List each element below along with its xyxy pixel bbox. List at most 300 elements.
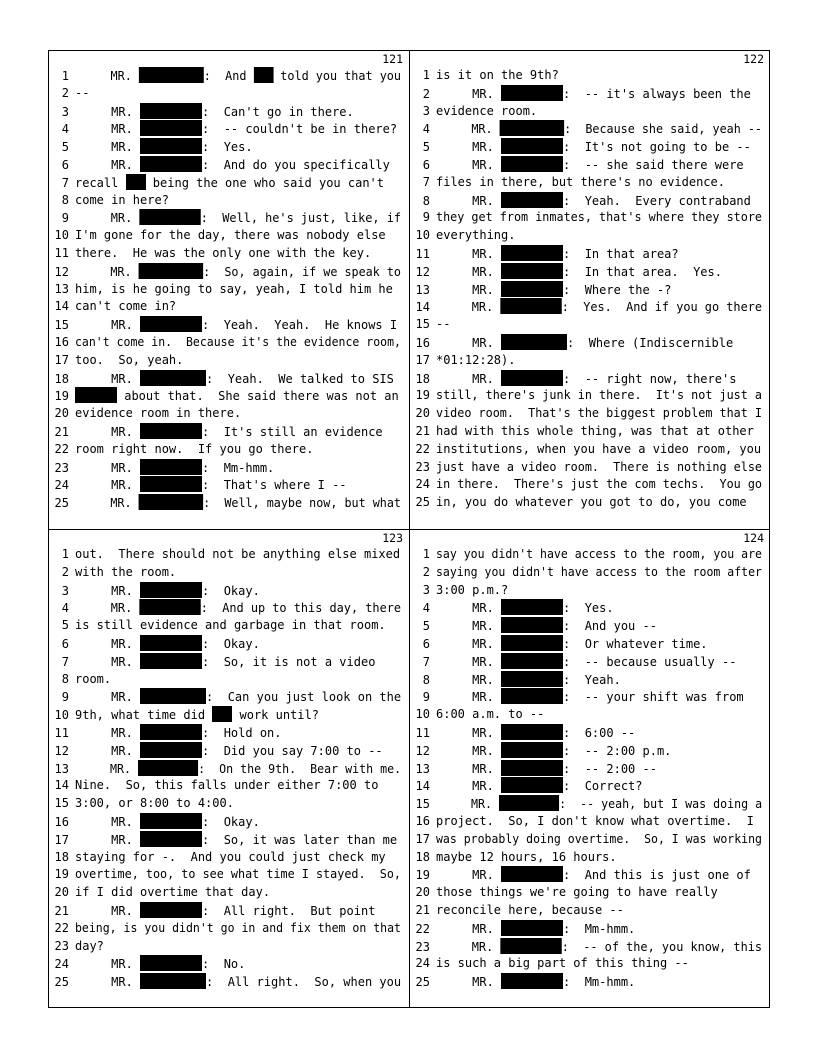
line-text: room right now. If you go there. <box>75 441 314 456</box>
line-text: Nine. So, this falls under either 7:00 to <box>75 778 379 793</box>
transcript-line <box>410 706 770 724</box>
line-text: MR. : Correct? <box>436 779 643 794</box>
line-number: 14 <box>415 300 430 315</box>
line-text: out. There should not be anything else mixed <box>75 547 401 561</box>
redaction-box <box>140 635 202 651</box>
transcript-line <box>410 156 770 174</box>
transcript-line <box>410 387 770 405</box>
transcript-line <box>410 582 770 600</box>
line-number: 18 <box>54 849 69 864</box>
line-number: 9 <box>422 690 430 705</box>
line-text: MR. : And told you that you <box>75 69 402 83</box>
line-text: MR. : -- of the, you know, this <box>436 939 763 954</box>
line-text: everything. <box>436 228 516 243</box>
line-text: MR. : Mm-hmm. <box>436 921 636 936</box>
transcript-line <box>410 334 770 352</box>
line-text: MR. : And up to this day, there <box>75 601 402 616</box>
redaction-box <box>139 209 200 225</box>
page-number: 124 <box>743 531 764 545</box>
line-number: 5 <box>422 619 430 634</box>
line-number: 8 <box>61 192 69 207</box>
line-text: MR. : Okay. <box>75 637 260 651</box>
redaction-box <box>140 742 202 758</box>
redaction-box <box>140 459 202 475</box>
redaction-box <box>501 263 563 279</box>
redaction-box <box>140 831 202 847</box>
redaction-box <box>140 476 202 492</box>
transcript-line <box>410 973 770 991</box>
line-number: 24 <box>54 957 69 972</box>
transcript-line <box>410 617 770 635</box>
line-text: MR. : Yeah. Yeah. He knows I <box>75 318 398 333</box>
line-number: 23 <box>54 938 69 953</box>
line-number: 21 <box>54 904 69 918</box>
line-number: 6 <box>422 158 430 172</box>
transcript-line <box>410 459 770 477</box>
transcript-line <box>49 884 409 902</box>
line-text: MR. : Mm-hmm. <box>75 460 275 475</box>
redaction-box <box>140 902 202 918</box>
redaction-box <box>139 263 204 279</box>
line-text: 3:00 p.m.? <box>436 582 509 597</box>
transcript-line <box>410 370 770 388</box>
line-text: MR. : -- 2:00 p.m. <box>436 743 672 758</box>
redaction-box <box>140 156 202 172</box>
redaction-box <box>501 671 563 687</box>
line-number: 12 <box>415 743 430 758</box>
redaction-box <box>501 617 563 633</box>
line-number: 20 <box>54 885 69 900</box>
redaction-box <box>501 85 563 101</box>
line-number: 9 <box>422 210 430 225</box>
transcript-line <box>49 192 409 210</box>
line-number: 16 <box>415 814 430 828</box>
transcript-line <box>49 334 409 352</box>
transcript-line <box>410 653 770 671</box>
line-text: MR. : -- it's always been the <box>436 86 751 101</box>
line-text: MR. : Can you just look on the <box>75 690 402 705</box>
transcript-line <box>410 352 770 370</box>
line-text: -- <box>75 85 90 100</box>
line-number: 25 <box>54 496 69 511</box>
transcript-line <box>410 441 770 459</box>
transcript-line <box>49 849 409 867</box>
line-text: about that. She said there was not an <box>75 389 399 403</box>
redaction-box <box>138 760 198 776</box>
transcript-line <box>49 174 409 192</box>
transcript-line <box>410 298 770 316</box>
transcript-line <box>49 866 409 884</box>
redaction-box <box>501 192 563 208</box>
line-number: 1 <box>422 68 430 82</box>
transcript-line <box>410 192 770 210</box>
transcript-line <box>410 316 770 334</box>
line-text: in there. There's just the com techs. You go <box>436 477 763 492</box>
transcript-page-121 <box>49 51 409 529</box>
transcript-line <box>49 459 409 477</box>
line-text: *01:12:28). <box>436 352 516 367</box>
line-number: 21 <box>54 425 69 439</box>
redaction-box <box>501 760 563 776</box>
line-number: 22 <box>415 441 430 456</box>
line-number: 14 <box>54 299 69 314</box>
page-number: 123 <box>382 531 403 545</box>
transcript-line <box>49 973 409 991</box>
transcript-line <box>49 599 409 617</box>
redaction-box <box>501 653 563 669</box>
transcript-line <box>410 245 770 263</box>
transcript-line <box>49 564 409 582</box>
transcript-page-123 <box>49 530 409 1008</box>
line-number: 24 <box>415 477 430 492</box>
redaction-box <box>500 298 561 314</box>
redaction-box <box>140 688 206 704</box>
line-text: MR. : Well, he's just, like, if <box>75 211 402 226</box>
line-number: 12 <box>54 743 69 758</box>
redaction-box <box>140 103 202 119</box>
redaction-box <box>140 138 202 154</box>
transcript-line <box>49 902 409 920</box>
redaction-box <box>140 370 206 386</box>
transcript-line <box>410 546 770 564</box>
redaction-box <box>501 742 563 758</box>
redaction-box <box>140 724 202 740</box>
line-number: 3 <box>422 582 430 597</box>
transcript-line <box>49 920 409 938</box>
transcript-line <box>49 653 409 671</box>
line-text: if I did overtime that day. <box>75 885 271 900</box>
line-number: 22 <box>54 920 69 935</box>
redaction-box <box>140 120 202 136</box>
redaction-box <box>501 370 563 386</box>
redaction-box <box>501 138 563 154</box>
line-number: 4 <box>422 122 430 137</box>
line-text: MR. : Did you say 7:00 to -- <box>75 743 383 758</box>
line-text: MR. : Well, maybe now, but what <box>75 496 401 511</box>
redaction-box <box>499 795 559 811</box>
redaction-box <box>140 316 202 332</box>
line-text: those things we're going to have really <box>436 885 718 900</box>
line-text: day? <box>75 938 104 953</box>
line-text: say you didn't have access to the room, you are <box>436 547 762 561</box>
line-number: 22 <box>54 441 69 456</box>
line-number: 8 <box>422 672 430 687</box>
line-number: 1 <box>61 547 69 561</box>
transcript-line <box>410 281 770 299</box>
line-text: in, you do whatever you got to do, you come <box>436 495 747 510</box>
transcript-line <box>49 795 409 813</box>
line-number: 17 <box>54 352 69 367</box>
line-number: 3 <box>61 104 69 119</box>
line-text: MR. : No. <box>75 957 246 972</box>
transcript-line <box>49 227 409 245</box>
line-text: I'm gone for the day, there was nobody else <box>75 228 386 243</box>
transcript-line <box>49 831 409 849</box>
line-text: MR. : -- right now, there's <box>436 371 737 386</box>
line-text: MR. : And do you specifically <box>75 158 390 172</box>
line-number: 19 <box>54 389 69 404</box>
transcript-line <box>410 777 770 795</box>
line-number: 10 <box>54 228 69 243</box>
redaction-box <box>140 423 202 439</box>
transcript-line <box>410 67 770 85</box>
line-text: 6:00 a.m. to -- <box>436 707 545 722</box>
transcript-line <box>410 724 770 742</box>
transcript-line <box>410 831 770 849</box>
line-number: 16 <box>54 815 69 829</box>
line-number: 1 <box>61 69 69 83</box>
line-number: 25 <box>415 495 430 510</box>
transcript-line <box>49 281 409 299</box>
line-number: 2 <box>61 85 69 100</box>
line-number: 9 <box>61 211 69 226</box>
line-number: 15 <box>415 797 430 812</box>
line-number: 11 <box>54 246 69 260</box>
transcript-line <box>410 120 770 138</box>
transcript-line <box>410 263 770 281</box>
line-number: 3 <box>61 583 69 598</box>
redaction-box <box>139 67 204 83</box>
transcript-line <box>410 760 770 778</box>
line-text: evidence room in there. <box>75 406 242 421</box>
line-number: 6 <box>61 158 69 172</box>
transcript-line <box>49 387 409 405</box>
redaction-box <box>501 866 563 882</box>
line-number: 17 <box>415 831 430 846</box>
line-text: recall being the one who said you can't <box>75 175 384 190</box>
redaction-box <box>500 938 561 954</box>
transcript-line <box>49 85 409 103</box>
line-number: 2 <box>61 564 69 579</box>
line-text: MR. : That's where I -- <box>75 478 347 493</box>
redaction-box <box>501 635 563 651</box>
line-number: 2 <box>422 86 430 101</box>
line-text: too. So, yeah. <box>75 352 184 367</box>
redaction-box <box>139 599 200 615</box>
line-number: 25 <box>415 975 430 990</box>
line-text: MR. : Yes. And if you go there <box>436 300 763 315</box>
line-number: 6 <box>422 637 430 651</box>
redaction-box <box>501 777 563 793</box>
line-number: 3 <box>422 103 430 118</box>
transcript-line <box>410 423 770 441</box>
line-number: 13 <box>54 281 69 296</box>
transcript-line <box>410 174 770 192</box>
line-text: project. So, I don't know what overtime. I <box>436 814 754 828</box>
line-text: 9th, what time did work until? <box>75 708 319 723</box>
line-text: MR. : -- yeah, but I was doing a <box>436 797 763 812</box>
line-number: 21 <box>415 424 430 438</box>
line-text: MR. : Mm-hmm. <box>436 975 636 990</box>
transcript-line <box>49 617 409 635</box>
line-number: 23 <box>415 939 430 954</box>
transcript-line <box>410 920 770 938</box>
line-number: 5 <box>61 140 69 155</box>
redaction-box <box>501 334 567 350</box>
transcript-line <box>49 370 409 388</box>
line-number: 1 <box>422 547 430 561</box>
line-text: MR. : Where the -? <box>436 282 672 297</box>
line-number: 15 <box>54 796 69 811</box>
line-text: MR. : -- she said there were <box>436 158 744 172</box>
line-number: 11 <box>415 726 430 740</box>
line-number: 5 <box>61 618 69 633</box>
transcript-line <box>49 938 409 956</box>
transcript-line <box>410 599 770 617</box>
page-number: 122 <box>743 52 764 66</box>
line-text: staying for -. And you could just check my <box>75 849 386 864</box>
transcript-line <box>410 103 770 121</box>
transcript-line <box>49 635 409 653</box>
transcript-line <box>49 706 409 724</box>
line-number: 24 <box>415 956 430 971</box>
line-text: MR. : 6:00 -- <box>436 726 636 740</box>
line-number: 18 <box>415 371 430 386</box>
line-text: there. He was the only one with the key. <box>75 246 372 260</box>
redaction-box <box>501 973 563 989</box>
redaction-box <box>501 281 563 297</box>
line-text: MR. : In that area. Yes. <box>436 264 722 279</box>
line-text: MR. : On the 9th. Bear with me. <box>75 761 402 776</box>
line-text: still, there's junk in there. It's not just a <box>436 388 763 403</box>
line-number: 6 <box>61 637 69 651</box>
transcript-line <box>49 494 409 512</box>
line-text: institutions, when you have a video room, you <box>436 441 762 456</box>
transcript-sheet <box>48 50 770 1008</box>
line-text: maybe 12 hours, 16 hours. <box>436 849 617 864</box>
transcript-line <box>49 156 409 174</box>
line-text: -- <box>436 317 451 332</box>
line-text: had with this whole thing, was that at other <box>436 424 754 438</box>
redaction-box <box>501 920 563 936</box>
redaction-box <box>500 120 565 136</box>
line-number: 18 <box>54 371 69 386</box>
line-number: 2 <box>422 564 430 579</box>
line-text: is it on the 9th? <box>436 68 559 82</box>
line-text: MR. : Where (Indiscernible <box>436 336 734 350</box>
transcript-line <box>410 795 770 813</box>
redaction-box <box>140 973 206 989</box>
line-number: 13 <box>54 761 69 776</box>
line-number: 7 <box>61 175 69 190</box>
transcript-line <box>49 103 409 121</box>
line-text: was probably doing overtime. So, I was working <box>436 831 762 846</box>
redaction-box <box>140 955 202 971</box>
line-text: MR. : Okay. <box>75 583 260 598</box>
line-number: 12 <box>415 264 430 279</box>
transcript-line <box>410 494 770 512</box>
line-number: 20 <box>415 406 430 421</box>
transcript-line <box>410 85 770 103</box>
redaction-box <box>501 599 563 615</box>
line-number: 22 <box>415 921 430 936</box>
line-text: they get from inmates, that's where they store <box>436 210 763 225</box>
transcript-line <box>410 564 770 582</box>
line-text: saying you didn't have access to the room after <box>436 564 762 579</box>
line-text: MR. : -- couldn't be in there? <box>75 122 398 137</box>
line-number: 14 <box>415 779 430 794</box>
transcript-page-124 <box>410 530 770 1008</box>
line-text: video room. That's the biggest problem that I <box>436 406 763 421</box>
transcript-line <box>49 955 409 973</box>
redaction-box <box>139 494 204 510</box>
redaction-box <box>140 813 202 829</box>
line-text: MR. : Yes. <box>75 140 253 155</box>
transcript-line <box>49 263 409 281</box>
redaction-box <box>501 245 563 261</box>
redaction-box <box>501 688 563 704</box>
line-text: MR. : -- 2:00 -- <box>436 761 657 776</box>
transcript-line <box>49 120 409 138</box>
redaction-box <box>501 724 563 740</box>
transcript-line <box>410 405 770 423</box>
transcript-line <box>49 316 409 334</box>
redaction-box <box>212 706 232 722</box>
line-number: 17 <box>54 832 69 847</box>
line-number: 13 <box>415 761 430 776</box>
transcript-line <box>49 405 409 423</box>
line-text: MR. : Okay. <box>75 815 260 829</box>
line-text: is still evidence and garbage in that room. <box>75 618 386 633</box>
line-text: MR. : In that area? <box>436 247 679 261</box>
line-number: 11 <box>54 726 69 740</box>
line-text: him, is he going to say, yeah, I told him he <box>75 281 393 296</box>
line-text: reconcile here, because -- <box>436 903 624 917</box>
line-number: 24 <box>54 478 69 493</box>
line-text: 3:00, or 8:00 to 4:00. <box>75 796 234 811</box>
line-text: overtime, too, to see what time I stayed. So, <box>75 867 402 882</box>
transcript-line <box>410 866 770 884</box>
transcript-line <box>410 671 770 689</box>
line-text: can't come in? <box>75 299 177 314</box>
line-number: 12 <box>54 264 69 279</box>
redaction-box <box>254 67 274 83</box>
line-number: 19 <box>415 868 430 883</box>
transcript-line <box>49 423 409 441</box>
line-text: MR. : -- your shift was from <box>436 690 744 705</box>
line-text: MR. : -- because usually -- <box>436 654 737 669</box>
transcript-line <box>49 546 409 564</box>
line-number: 10 <box>415 228 430 243</box>
line-text: MR. : Or whatever time. <box>436 637 708 651</box>
transcript-line <box>410 635 770 653</box>
transcript-line <box>410 813 770 831</box>
line-number: 21 <box>415 903 430 917</box>
line-text: room. <box>75 671 112 686</box>
line-number: 4 <box>61 122 69 137</box>
line-number: 7 <box>61 654 69 669</box>
page-number: 121 <box>382 52 403 66</box>
transcript-line <box>410 227 770 245</box>
line-text: just have a video room. There is nothing else <box>436 459 763 474</box>
line-number: 19 <box>415 388 430 403</box>
line-text: MR. : Yeah. Every contraband <box>436 193 751 208</box>
transcript-line <box>49 724 409 742</box>
transcript-line <box>49 671 409 689</box>
transcript-page-122 <box>410 51 770 529</box>
transcript-line <box>410 209 770 227</box>
line-text: with the room. <box>75 564 177 579</box>
transcript-line <box>410 849 770 867</box>
transcript-line <box>49 352 409 370</box>
transcript-line <box>410 476 770 494</box>
line-text: MR. : Because she said, yeah -- <box>436 122 762 137</box>
redaction-box <box>140 582 202 598</box>
transcript-line <box>49 209 409 227</box>
line-number: 20 <box>54 406 69 421</box>
line-number: 11 <box>415 247 430 261</box>
line-number: 13 <box>415 282 430 297</box>
